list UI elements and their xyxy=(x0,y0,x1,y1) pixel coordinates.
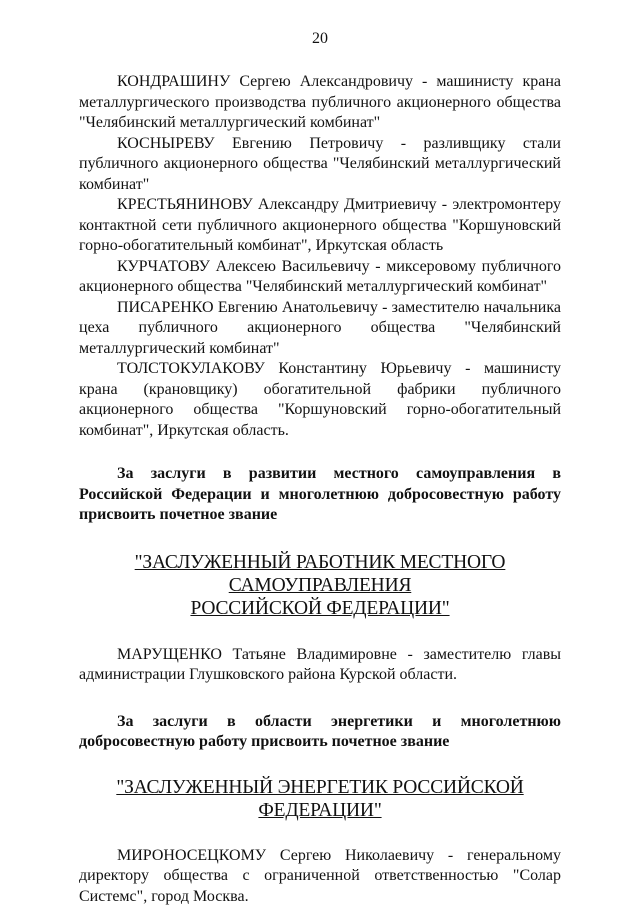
award-title-local-government xyxy=(79,551,561,620)
section-heading-local-government: За заслуги в развитии местного самоуправления в Российской Федерации и многолетнюю добросовестную работу присвоить почетное звание xyxy=(79,464,561,526)
award-entry-tolstokulakov: ТОЛСТОКУЛАКОВУ Константину Юрьевичу - машинисту крана (крановщику) обогатительной фабрики публичного акционерного общества "Коршуновский горно-обогатительный комбинат", Иркутская область. xyxy=(79,359,561,441)
award-title-energy: "ЗАСЛУЖЕННЫЙ ЭНЕРГЕТИК РОССИЙСКОЙ ФЕДЕРАЦИИ" xyxy=(79,776,561,822)
award-entry-kondrashin: КОНДРАШИНУ Сергею Александровичу - машинисту крана металлургического производства публичного акционерного общества "Челябинский металлургический комбинат" xyxy=(79,72,561,134)
document-body xyxy=(79,72,561,907)
section-heading-energy: За заслуги в области энергетики и многолетнюю добросовестную работу присвоить почетное звание xyxy=(79,712,561,753)
award-entry-kurchatov: КУРЧАТОВУ Алексею Васильевичу - миксеровому публичного акционерного общества "Челябинский металлургический комбинат" xyxy=(79,257,561,298)
award-title-line-1: "ЗАСЛУЖЕННЫЙ РАБОТНИК МЕСТНОГО САМОУПРАВЛЕНИЯ xyxy=(79,551,561,597)
award-entry-marushchenko: МАРУЩЕНКО Татьяне Владимировне - заместителю главы администрации Глушковского района Курской области. xyxy=(79,645,561,686)
award-entry-pisarenko: ПИСАРЕНКО Евгению Анатольевичу - заместителю начальника цеха публичного акционерного общества "Челябинский металлургический комбинат" xyxy=(79,298,561,360)
award-entry-kosnyrev: КОСНЫРЕВУ Евгению Петровичу - разливщику стали публичного акционерного общества "Челябинский металлургический комбинат" xyxy=(79,134,561,196)
award-entry-krestyaninov: КРЕСТЬЯНИНОВУ Александру Дмитриевичу - электромонтеру контактной сети публичного акционерного общества "Коршуновский горно-обогатительный комбинат", Иркутская область xyxy=(79,195,561,257)
page-number: 20 xyxy=(0,30,640,48)
award-title-line-2: РОССИЙСКОЙ ФЕДЕРАЦИИ" xyxy=(79,597,561,620)
award-entry-mironosetsky: МИРОНОСЕЦКОМУ Сергею Николаевичу - генеральному директору общества с ограниченной ответственностью "Солар Системс", город Москва. xyxy=(79,846,561,907)
